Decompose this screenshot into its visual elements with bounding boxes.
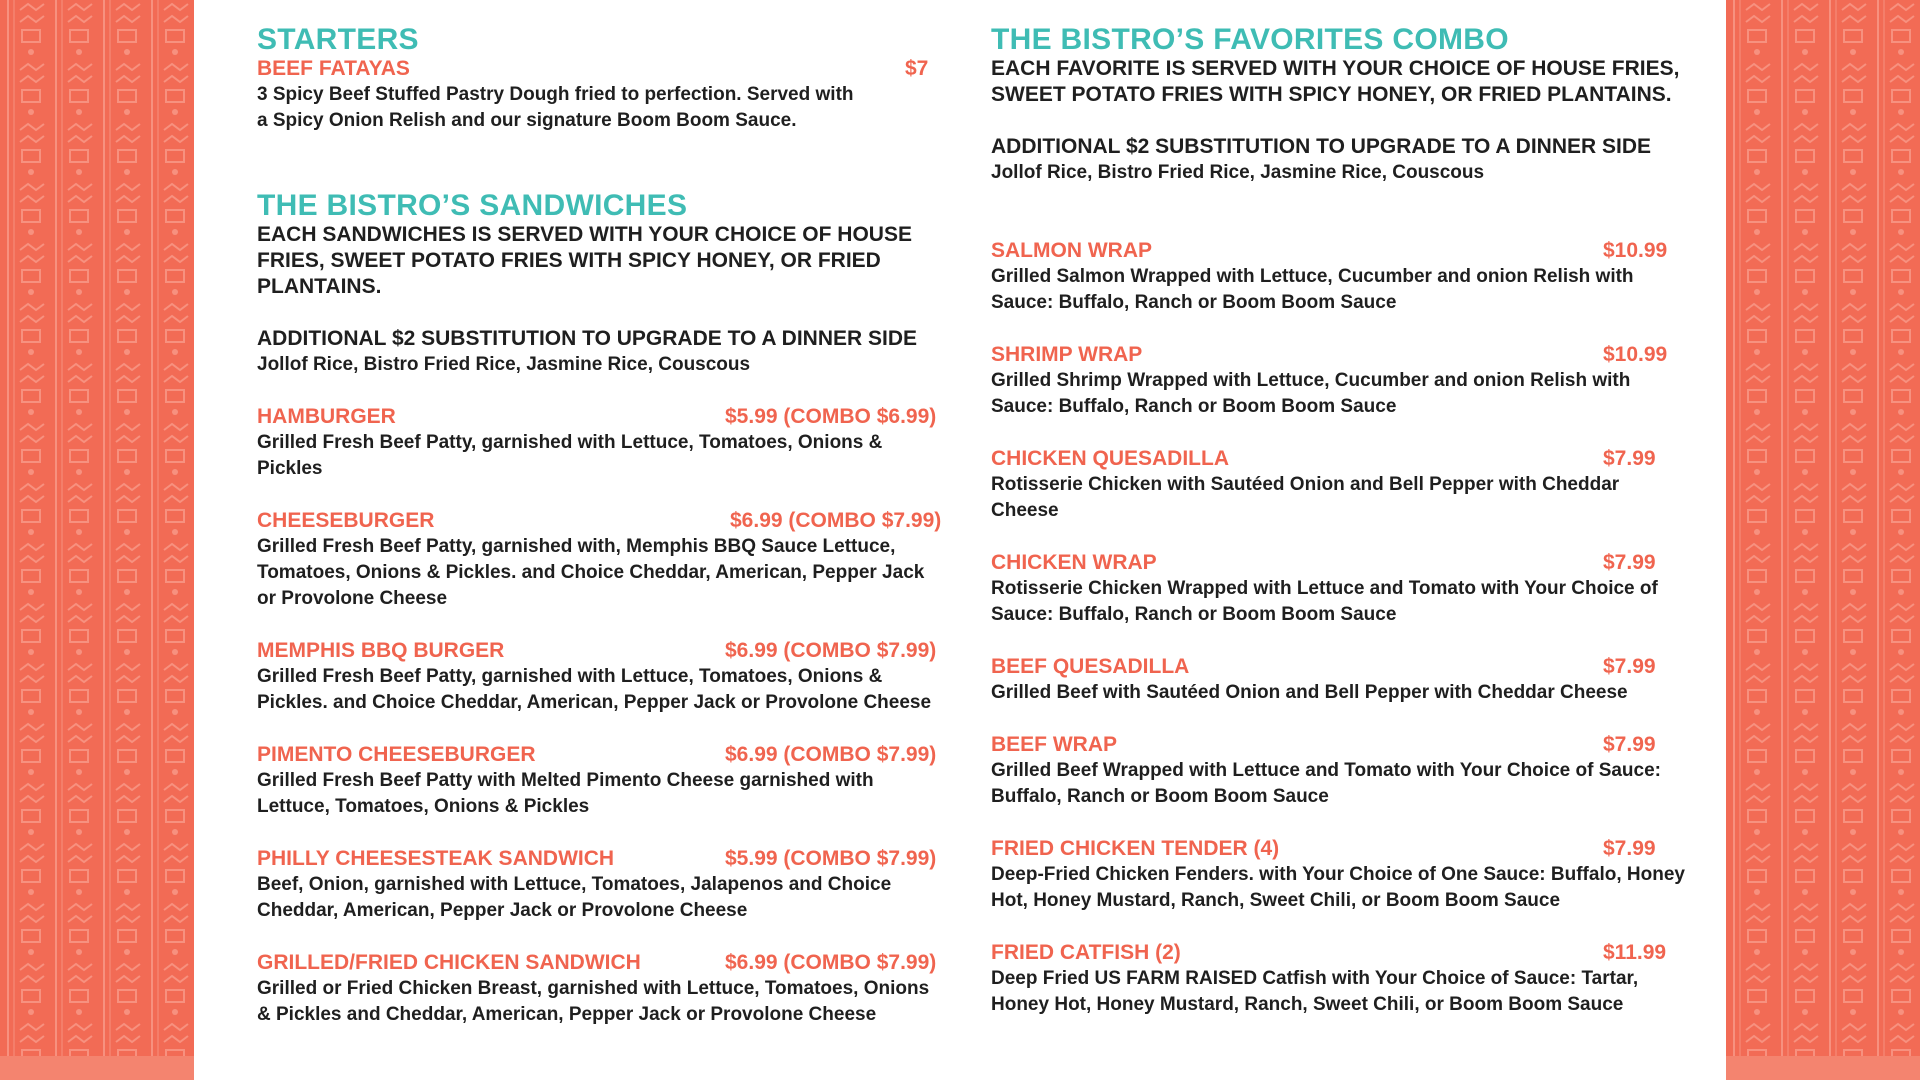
item-description: Grilled Beef Wrapped with Lettuce and Tomato with Your Choice of Sauce: Buffalo, Ranch or Boom Boom Sauce	[991, 760, 1662, 807]
sandwiches-intro: EACH SANDWICHES IS SERVED WITH YOUR CHOICE OF HOUSE FRIES, SWEET POTATO FRIES WITH SPICY HONEY, OR FRIED PLANTAINS.	[257, 223, 912, 298]
item-price: $6.99 (COMBO $7.99)	[725, 951, 937, 974]
menu-item	[257, 508, 947, 612]
item-name: HAMBURGER	[257, 405, 396, 428]
favorites-title: THE BISTRO’S FAVORITES COMBO	[991, 23, 1509, 56]
item-price: $6.99 (COMBO $7.99)	[730, 509, 942, 532]
menu-item	[991, 550, 1691, 628]
sandwiches-upgrade-title: ADDITIONAL $2 SUBSTITUTION TO UPGRADE TO A DINNER SIDE	[257, 327, 918, 350]
menu-item	[257, 950, 947, 1028]
menu-item	[257, 404, 947, 482]
right-pattern-band	[1726, 0, 1920, 1080]
item-price: $10.99	[1603, 239, 1668, 262]
item-description: Grilled Fresh Beef Patty with Melted Pimento Cheese garnished with Lettuce, Tomatoes, Onions & Pickles	[257, 770, 874, 817]
band-bottom-strip	[1726, 1056, 1920, 1080]
item-description: Grilled Fresh Beef Patty, garnished with, Memphis BBQ Sauce Lettuce, Tomatoes, Onions & Pickles. and Choice Cheddar, American, Pepper Jack or Provolone Cheese	[257, 536, 925, 609]
item-description: Rotisserie Chicken with Sautéed Onion and Bell Pepper with Cheddar Cheese	[991, 474, 1620, 521]
item-description: Grilled Salmon Wrapped with Lettuce, Cucumber and onion Relish with Sauce: Buffalo, Ranch or Boom Boom Sauce	[991, 266, 1634, 313]
menu-item	[257, 638, 947, 716]
item-description: Grilled Beef with Sautéed Onion and Bell Pepper with Cheddar Cheese	[991, 682, 1628, 703]
item-name: GRILLED/FRIED CHICKEN SANDWICH	[257, 951, 641, 974]
item-name: CHICKEN WRAP	[991, 551, 1157, 574]
menu-item	[257, 846, 947, 924]
item-name: FRIED CHICKEN TENDER (4)	[991, 837, 1280, 860]
sandwiches-title: THE BISTRO’S SANDWICHES	[257, 189, 688, 222]
item-name: CHICKEN QUESADILLA	[991, 447, 1230, 470]
tribal-pattern-decoration	[0, 0, 194, 1080]
item-name: SHRIMP WRAP	[991, 343, 1143, 366]
item-description: Rotisserie Chicken Wrapped with Lettuce and Tomato with Your Choice of Sauce: Buffalo, Ranch or Boom Boom Sauce	[991, 578, 1658, 625]
item-name: BEEF FATAYAS	[257, 57, 410, 80]
item-price: $7.99	[1603, 655, 1656, 678]
item-price: $11.99	[1603, 941, 1667, 964]
item-description: Deep Fried US FARM RAISED Catfish with Your Choice of Sauce: Tartar, Honey Hot, Honey Mustard, Ranch, Sweet Chili, or Boom Boom Sauce	[991, 968, 1639, 1015]
left-pattern-band	[0, 0, 194, 1080]
item-price: $7	[905, 57, 929, 80]
item-name: SALMON WRAP	[991, 239, 1152, 262]
item-description: Beef, Onion, garnished with Lettuce, Tomatoes, Jalapenos and Choice Cheddar, American, Pepper Jack or Provolone Cheese	[257, 874, 892, 921]
item-name: PIMENTO CHEESEBURGER	[257, 743, 536, 766]
right-menu-column	[991, 24, 1691, 1018]
band-bottom-strip	[0, 1056, 194, 1080]
item-price: $10.99	[1603, 343, 1668, 366]
item-name: CHEESEBURGER	[257, 509, 435, 532]
item-description: Grilled or Fried Chicken Breast, garnished with Lettuce, Tomatoes, Onions & Pickles and Cheddar, American, Pepper Jack or Provolone Cheese	[257, 978, 930, 1025]
item-description: Deep-Fried Chicken Fenders. with Your Choice of One Sauce: Buffalo, Honey Hot, Honey Mustard, Ranch, Sweet Chili, or Boom Boom Sauce	[991, 864, 1685, 911]
menu-item	[257, 742, 947, 820]
menu-item	[991, 836, 1691, 914]
menu-item	[991, 732, 1691, 810]
menu-item	[991, 940, 1691, 1018]
starters-title: STARTERS	[257, 23, 419, 56]
menu-item	[991, 342, 1691, 420]
favorites-upgrade-title: ADDITIONAL $2 SUBSTITUTION TO UPGRADE TO A DINNER SIDE	[991, 135, 1652, 158]
item-description: Grilled Fresh Beef Patty, garnished with Lettuce, Tomatoes, Onions & Pickles. and Choice Cheddar, American, Pepper Jack or Provolone Cheese	[257, 666, 932, 713]
left-menu-column	[257, 24, 947, 1028]
item-price: $7.99	[1603, 837, 1656, 860]
item-name: FRIED CATFISH (2)	[991, 941, 1181, 964]
item-name: BEEF QUESADILLA	[991, 655, 1190, 678]
favorites-intro: EACH FAVORITE IS SERVED WITH YOUR CHOICE OF HOUSE FRIES, SWEET POTATO FRIES WITH SPICY HONEY, OR FRIED PLANTAINS.	[991, 57, 1680, 106]
item-price: $7.99	[1603, 733, 1656, 756]
favorites-upgrade-sides: Jollof Rice, Bistro Fried Rice, Jasmine Rice, Couscous	[991, 162, 1485, 183]
item-name: MEMPHIS BBQ BURGER	[257, 639, 505, 662]
item-price: $5.99 (COMBO $7.99)	[725, 847, 937, 870]
item-price: $7.99	[1603, 447, 1656, 470]
item-price: $6.99 (COMBO $7.99)	[725, 743, 937, 766]
tribal-pattern-decoration	[1726, 0, 1920, 1080]
item-description: 3 Spicy Beef Stuffed Pastry Dough fried to perfection. Served with a Spicy Onion Relish and our signature Boom Boom Sauce.	[257, 84, 854, 131]
sandwiches-upgrade-sides: Jollof Rice, Bistro Fried Rice, Jasmine Rice, Couscous	[257, 354, 751, 375]
menu-item	[991, 446, 1691, 524]
item-description: Grilled Shrimp Wrapped with Lettuce, Cucumber and onion Relish with Sauce: Buffalo, Ranch or Boom Boom Sauce	[991, 370, 1631, 417]
menu-item	[991, 238, 1691, 316]
item-name: PHILLY CHEESESTEAK SANDWICH	[257, 847, 615, 870]
item-price: $6.99 (COMBO $7.99)	[725, 639, 937, 662]
menu-item	[257, 56, 947, 134]
item-name: BEEF WRAP	[991, 733, 1117, 756]
item-description: Grilled Fresh Beef Patty, garnished with Lettuce, Tomatoes, Onions & Pickles	[257, 432, 883, 479]
item-price: $5.99 (COMBO $6.99)	[725, 405, 937, 428]
menu-item	[991, 654, 1691, 706]
item-price: $7.99	[1603, 551, 1656, 574]
